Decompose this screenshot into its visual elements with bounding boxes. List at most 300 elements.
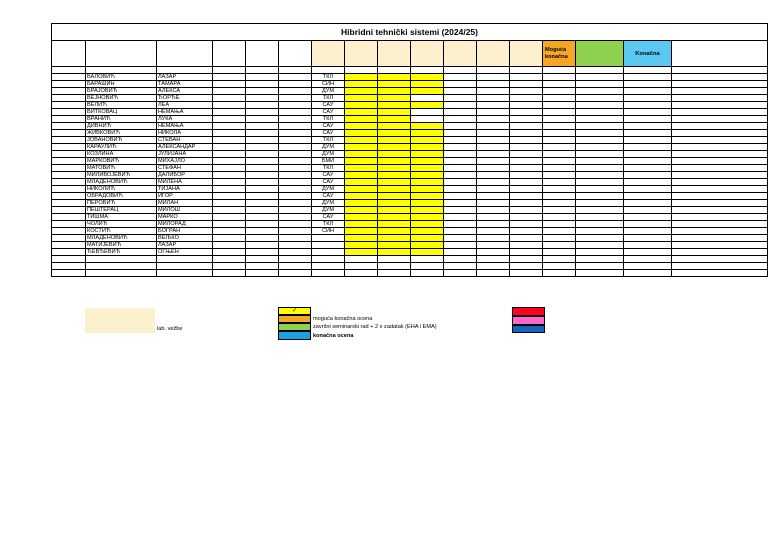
cell[interactable]: [52, 130, 86, 137]
cell[interactable]: [378, 270, 411, 277]
cell-prezime[interactable]: МЛАДЕНОВИЋ: [86, 179, 157, 186]
cell-prezime[interactable]: МАТОВИЋ: [86, 165, 157, 172]
cell[interactable]: [52, 235, 86, 242]
cell[interactable]: [543, 123, 576, 130]
cell-lab[interactable]: [411, 200, 444, 207]
cell[interactable]: [246, 88, 279, 95]
cell-smer[interactable]: САУ: [312, 214, 345, 221]
cell[interactable]: [213, 186, 246, 193]
cell[interactable]: [246, 179, 279, 186]
cell[interactable]: [510, 151, 543, 158]
cell[interactable]: [672, 256, 768, 263]
cell-lab[interactable]: [411, 165, 444, 172]
cell[interactable]: [576, 158, 624, 165]
cell-ime[interactable]: ЈУЛИЈАНА: [157, 151, 213, 158]
cell-lab[interactable]: [345, 158, 378, 165]
cell[interactable]: [477, 137, 510, 144]
cell[interactable]: [624, 144, 672, 151]
cell-lab[interactable]: [345, 109, 378, 116]
cell-smer[interactable]: [312, 242, 345, 249]
cell-smer[interactable]: САУ: [312, 193, 345, 200]
cell[interactable]: [157, 256, 213, 263]
cell[interactable]: [576, 116, 624, 123]
cell[interactable]: [624, 221, 672, 228]
cell[interactable]: [52, 172, 86, 179]
cell[interactable]: [672, 200, 768, 207]
cell-prezime[interactable]: ВЕЛИЋ: [86, 102, 157, 109]
cell[interactable]: [624, 137, 672, 144]
cell[interactable]: [444, 263, 477, 270]
cell-lab[interactable]: [411, 151, 444, 158]
cell[interactable]: [624, 158, 672, 165]
cell[interactable]: [213, 179, 246, 186]
cell[interactable]: [576, 95, 624, 102]
cell[interactable]: [444, 249, 477, 256]
cell-prezime[interactable]: ЈОВАНОВИЋ: [86, 137, 157, 144]
cell-lab[interactable]: [345, 221, 378, 228]
cell[interactable]: [624, 228, 672, 235]
cell-smer[interactable]: ДУМ: [312, 200, 345, 207]
cell-ime[interactable]: МИЛАН: [157, 200, 213, 207]
cell[interactable]: [157, 263, 213, 270]
cell-lab[interactable]: [411, 81, 444, 88]
cell[interactable]: [672, 221, 768, 228]
cell[interactable]: [477, 102, 510, 109]
cell[interactable]: [477, 109, 510, 116]
cell-prezime[interactable]: ДИВНИЋ: [86, 123, 157, 130]
cell-ime[interactable]: НЕМАЊА: [157, 123, 213, 130]
cell[interactable]: [52, 263, 86, 270]
cell-lab[interactable]: [378, 81, 411, 88]
cell[interactable]: [624, 179, 672, 186]
cell[interactable]: [477, 151, 510, 158]
cell[interactable]: [672, 109, 768, 116]
cell-ime[interactable]: МИЛЕНА: [157, 179, 213, 186]
cell-ime[interactable]: ДАЛИБОР: [157, 172, 213, 179]
cell-ime[interactable]: НИКОЛА: [157, 130, 213, 137]
cell[interactable]: [246, 242, 279, 249]
cell[interactable]: [444, 95, 477, 102]
cell-ime[interactable]: СТЕФАН: [157, 165, 213, 172]
cell-smer[interactable]: БМИ: [312, 158, 345, 165]
cell-smer[interactable]: ТКЛ: [312, 137, 345, 144]
cell[interactable]: [279, 179, 312, 186]
cell[interactable]: [86, 263, 157, 270]
cell[interactable]: [477, 74, 510, 81]
cell[interactable]: [246, 214, 279, 221]
cell[interactable]: [279, 221, 312, 228]
cell[interactable]: [246, 137, 279, 144]
cell[interactable]: [543, 151, 576, 158]
cell[interactable]: [279, 95, 312, 102]
cell-ime[interactable]: МИЛОРАД: [157, 221, 213, 228]
cell[interactable]: [543, 102, 576, 109]
cell-smer[interactable]: САУ: [312, 179, 345, 186]
cell[interactable]: [543, 158, 576, 165]
cell-lab[interactable]: [411, 242, 444, 249]
cell-prezime[interactable]: ЖИВКОВИЋ: [86, 130, 157, 137]
cell[interactable]: [52, 249, 86, 256]
cell[interactable]: [279, 256, 312, 263]
cell-ime[interactable]: АЛЕКСАНДАР: [157, 144, 213, 151]
cell-lab[interactable]: [411, 88, 444, 95]
cell[interactable]: [576, 102, 624, 109]
cell[interactable]: [543, 235, 576, 242]
cell[interactable]: [444, 158, 477, 165]
cell[interactable]: [672, 249, 768, 256]
cell-ime[interactable]: ТАМАРА: [157, 81, 213, 88]
cell-smer[interactable]: ТКЛ: [312, 221, 345, 228]
cell-smer[interactable]: СИН: [312, 228, 345, 235]
cell-lab[interactable]: [411, 130, 444, 137]
cell[interactable]: [246, 270, 279, 277]
cell-lab[interactable]: [345, 228, 378, 235]
cell-smer[interactable]: САУ: [312, 102, 345, 109]
cell-lab[interactable]: [345, 130, 378, 137]
cell[interactable]: [672, 186, 768, 193]
cell[interactable]: [52, 74, 86, 81]
cell[interactable]: [624, 242, 672, 249]
cell[interactable]: [213, 158, 246, 165]
cell[interactable]: [510, 109, 543, 116]
cell-lab[interactable]: [345, 235, 378, 242]
cell[interactable]: [510, 214, 543, 221]
cell[interactable]: [444, 214, 477, 221]
cell-ime[interactable]: НЕМАЊА: [157, 109, 213, 116]
cell[interactable]: [543, 214, 576, 221]
cell-smer[interactable]: ДУМ: [312, 151, 345, 158]
cell[interactable]: [246, 109, 279, 116]
cell[interactable]: [624, 207, 672, 214]
cell[interactable]: [213, 123, 246, 130]
cell[interactable]: [52, 151, 86, 158]
cell-ime[interactable]: МИЛОШ: [157, 207, 213, 214]
cell-lab[interactable]: [378, 200, 411, 207]
cell-lab[interactable]: [378, 228, 411, 235]
cell[interactable]: [510, 81, 543, 88]
cell[interactable]: [510, 249, 543, 256]
cell[interactable]: [543, 200, 576, 207]
cell-lab[interactable]: [345, 179, 378, 186]
cell[interactable]: [477, 165, 510, 172]
cell[interactable]: [510, 221, 543, 228]
cell[interactable]: [510, 256, 543, 263]
cell[interactable]: [477, 179, 510, 186]
cell[interactable]: [213, 235, 246, 242]
cell[interactable]: [279, 214, 312, 221]
cell[interactable]: [213, 242, 246, 249]
cell[interactable]: [444, 81, 477, 88]
cell[interactable]: [52, 186, 86, 193]
cell[interactable]: [624, 95, 672, 102]
cell[interactable]: [279, 151, 312, 158]
cell[interactable]: [510, 95, 543, 102]
cell-lab[interactable]: [378, 172, 411, 179]
cell[interactable]: [279, 193, 312, 200]
cell[interactable]: [672, 193, 768, 200]
cell[interactable]: [576, 214, 624, 221]
cell[interactable]: [510, 270, 543, 277]
cell[interactable]: [157, 270, 213, 277]
cell-lab[interactable]: [411, 186, 444, 193]
cell[interactable]: [279, 116, 312, 123]
cell-lab[interactable]: [411, 158, 444, 165]
cell[interactable]: [378, 256, 411, 263]
cell-lab[interactable]: [378, 116, 411, 123]
cell[interactable]: [510, 235, 543, 242]
cell[interactable]: [279, 172, 312, 179]
cell[interactable]: [213, 116, 246, 123]
cell[interactable]: [246, 95, 279, 102]
cell[interactable]: [444, 242, 477, 249]
cell[interactable]: [279, 270, 312, 277]
cell-lab[interactable]: [411, 172, 444, 179]
cell-lab[interactable]: [411, 137, 444, 144]
cell-lab[interactable]: [411, 221, 444, 228]
cell[interactable]: [279, 102, 312, 109]
cell[interactable]: [477, 207, 510, 214]
cell-lab[interactable]: [378, 137, 411, 144]
cell[interactable]: [510, 144, 543, 151]
cell[interactable]: [213, 270, 246, 277]
cell[interactable]: [52, 88, 86, 95]
cell[interactable]: [543, 137, 576, 144]
cell[interactable]: [576, 130, 624, 137]
cell[interactable]: [672, 151, 768, 158]
cell[interactable]: [543, 263, 576, 270]
cell[interactable]: [477, 214, 510, 221]
cell-ime[interactable]: БОГРАН: [157, 228, 213, 235]
cell[interactable]: [576, 228, 624, 235]
cell-ime[interactable]: ЂОРЂЕ: [157, 95, 213, 102]
cell-lab[interactable]: [378, 151, 411, 158]
cell-lab[interactable]: [345, 151, 378, 158]
cell[interactable]: [510, 179, 543, 186]
cell-lab[interactable]: [378, 123, 411, 130]
cell-lab[interactable]: [378, 221, 411, 228]
cell[interactable]: [672, 123, 768, 130]
cell[interactable]: [672, 102, 768, 109]
cell[interactable]: [576, 137, 624, 144]
cell[interactable]: [444, 235, 477, 242]
cell[interactable]: [624, 165, 672, 172]
cell[interactable]: [576, 235, 624, 242]
cell[interactable]: [510, 172, 543, 179]
cell[interactable]: [576, 207, 624, 214]
cell[interactable]: [279, 88, 312, 95]
cell[interactable]: [246, 193, 279, 200]
cell[interactable]: [477, 116, 510, 123]
cell[interactable]: [52, 228, 86, 235]
cell[interactable]: [510, 165, 543, 172]
cell[interactable]: [213, 200, 246, 207]
cell-lab[interactable]: [378, 74, 411, 81]
cell[interactable]: [543, 221, 576, 228]
cell[interactable]: [510, 242, 543, 249]
cell[interactable]: [52, 158, 86, 165]
cell-prezime[interactable]: ВРАНИЋ: [86, 116, 157, 123]
cell[interactable]: [672, 207, 768, 214]
cell[interactable]: [246, 165, 279, 172]
cell-smer[interactable]: [312, 235, 345, 242]
cell[interactable]: [672, 228, 768, 235]
cell[interactable]: [576, 221, 624, 228]
cell[interactable]: [477, 200, 510, 207]
cell[interactable]: [543, 144, 576, 151]
cell[interactable]: [510, 116, 543, 123]
cell-lab[interactable]: [345, 186, 378, 193]
cell[interactable]: [279, 158, 312, 165]
cell[interactable]: [672, 116, 768, 123]
cell[interactable]: [477, 186, 510, 193]
cell[interactable]: [246, 235, 279, 242]
cell-ime[interactable]: ЛЕА: [157, 102, 213, 109]
cell[interactable]: [213, 165, 246, 172]
cell[interactable]: [477, 221, 510, 228]
cell[interactable]: [279, 130, 312, 137]
cell[interactable]: [672, 242, 768, 249]
cell-lab[interactable]: [378, 179, 411, 186]
cell[interactable]: [624, 172, 672, 179]
cell-lab[interactable]: [345, 200, 378, 207]
cell[interactable]: [477, 88, 510, 95]
cell[interactable]: [576, 123, 624, 130]
cell[interactable]: [543, 95, 576, 102]
cell[interactable]: [672, 270, 768, 277]
cell-lab[interactable]: [345, 144, 378, 151]
cell[interactable]: [576, 200, 624, 207]
cell[interactable]: [477, 144, 510, 151]
cell[interactable]: [52, 193, 86, 200]
cell[interactable]: [624, 109, 672, 116]
cell-lab[interactable]: [378, 235, 411, 242]
cell[interactable]: [672, 137, 768, 144]
cell-lab[interactable]: [378, 207, 411, 214]
cell[interactable]: [672, 74, 768, 81]
cell[interactable]: [543, 179, 576, 186]
cell[interactable]: [624, 74, 672, 81]
cell-lab[interactable]: [411, 249, 444, 256]
cell-smer[interactable]: САУ: [312, 172, 345, 179]
cell-ime[interactable]: ЛАЗАР: [157, 74, 213, 81]
cell[interactable]: [444, 144, 477, 151]
cell[interactable]: [246, 256, 279, 263]
cell[interactable]: [213, 81, 246, 88]
cell[interactable]: [246, 123, 279, 130]
cell[interactable]: [543, 88, 576, 95]
cell-prezime[interactable]: ТИШМА: [86, 214, 157, 221]
cell[interactable]: [624, 151, 672, 158]
cell[interactable]: [543, 74, 576, 81]
cell-lab[interactable]: [378, 158, 411, 165]
cell[interactable]: [624, 88, 672, 95]
cell-smer[interactable]: ДУМ: [312, 88, 345, 95]
cell[interactable]: [312, 263, 345, 270]
cell-lab[interactable]: [345, 74, 378, 81]
cell[interactable]: [543, 193, 576, 200]
cell[interactable]: [213, 221, 246, 228]
cell[interactable]: [543, 249, 576, 256]
cell-ime[interactable]: ЛУКА: [157, 116, 213, 123]
cell[interactable]: [279, 81, 312, 88]
cell[interactable]: [510, 207, 543, 214]
cell-lab[interactable]: [345, 102, 378, 109]
cell[interactable]: [86, 270, 157, 277]
cell-prezime[interactable]: ПЕШТЕРАЦ: [86, 207, 157, 214]
cell[interactable]: [213, 256, 246, 263]
cell-prezime[interactable]: НИКОЛИЋ: [86, 186, 157, 193]
cell[interactable]: [624, 193, 672, 200]
cell-prezime[interactable]: КОЗЛИНА: [86, 151, 157, 158]
cell[interactable]: [543, 256, 576, 263]
cell-prezime[interactable]: ВЕЈНОВИЋ: [86, 95, 157, 102]
cell[interactable]: [543, 165, 576, 172]
cell-lab[interactable]: [345, 88, 378, 95]
cell[interactable]: [213, 102, 246, 109]
cell[interactable]: [444, 116, 477, 123]
cell[interactable]: [576, 165, 624, 172]
cell[interactable]: [246, 249, 279, 256]
cell[interactable]: [444, 186, 477, 193]
cell-lab[interactable]: [345, 116, 378, 123]
cell-lab[interactable]: [411, 144, 444, 151]
cell[interactable]: [52, 165, 86, 172]
cell[interactable]: [246, 221, 279, 228]
cell[interactable]: [576, 256, 624, 263]
cell-smer[interactable]: ТКЛ: [312, 95, 345, 102]
cell[interactable]: [543, 228, 576, 235]
cell[interactable]: [543, 116, 576, 123]
cell[interactable]: [444, 200, 477, 207]
cell-ime[interactable]: МИХАЈЛО: [157, 158, 213, 165]
cell[interactable]: [279, 207, 312, 214]
cell[interactable]: [576, 144, 624, 151]
cell[interactable]: [576, 151, 624, 158]
cell-lab[interactable]: [345, 172, 378, 179]
cell[interactable]: [510, 263, 543, 270]
cell-prezime[interactable]: МАРКОВИЋ: [86, 158, 157, 165]
cell[interactable]: [510, 186, 543, 193]
cell-ime[interactable]: АЛЕКСА: [157, 88, 213, 95]
cell[interactable]: [624, 235, 672, 242]
cell[interactable]: [444, 88, 477, 95]
cell[interactable]: [279, 249, 312, 256]
cell[interactable]: [279, 109, 312, 116]
cell[interactable]: [543, 207, 576, 214]
cell[interactable]: [52, 179, 86, 186]
cell[interactable]: [624, 263, 672, 270]
cell-prezime[interactable]: КОСТИЋ: [86, 228, 157, 235]
cell[interactable]: [52, 214, 86, 221]
cell[interactable]: [510, 88, 543, 95]
cell[interactable]: [279, 74, 312, 81]
cell[interactable]: [279, 165, 312, 172]
cell-ime[interactable]: СТЕВАН: [157, 137, 213, 144]
cell[interactable]: [213, 109, 246, 116]
cell[interactable]: [52, 137, 86, 144]
cell[interactable]: [246, 186, 279, 193]
cell[interactable]: [477, 263, 510, 270]
cell[interactable]: [345, 270, 378, 277]
cell[interactable]: [543, 81, 576, 88]
cell[interactable]: [477, 172, 510, 179]
cell-smer[interactable]: ДУМ: [312, 207, 345, 214]
cell-lab[interactable]: [411, 116, 444, 123]
cell[interactable]: [510, 200, 543, 207]
cell[interactable]: [52, 81, 86, 88]
cell[interactable]: [477, 193, 510, 200]
cell-ime[interactable]: ВЕЉКО: [157, 235, 213, 242]
